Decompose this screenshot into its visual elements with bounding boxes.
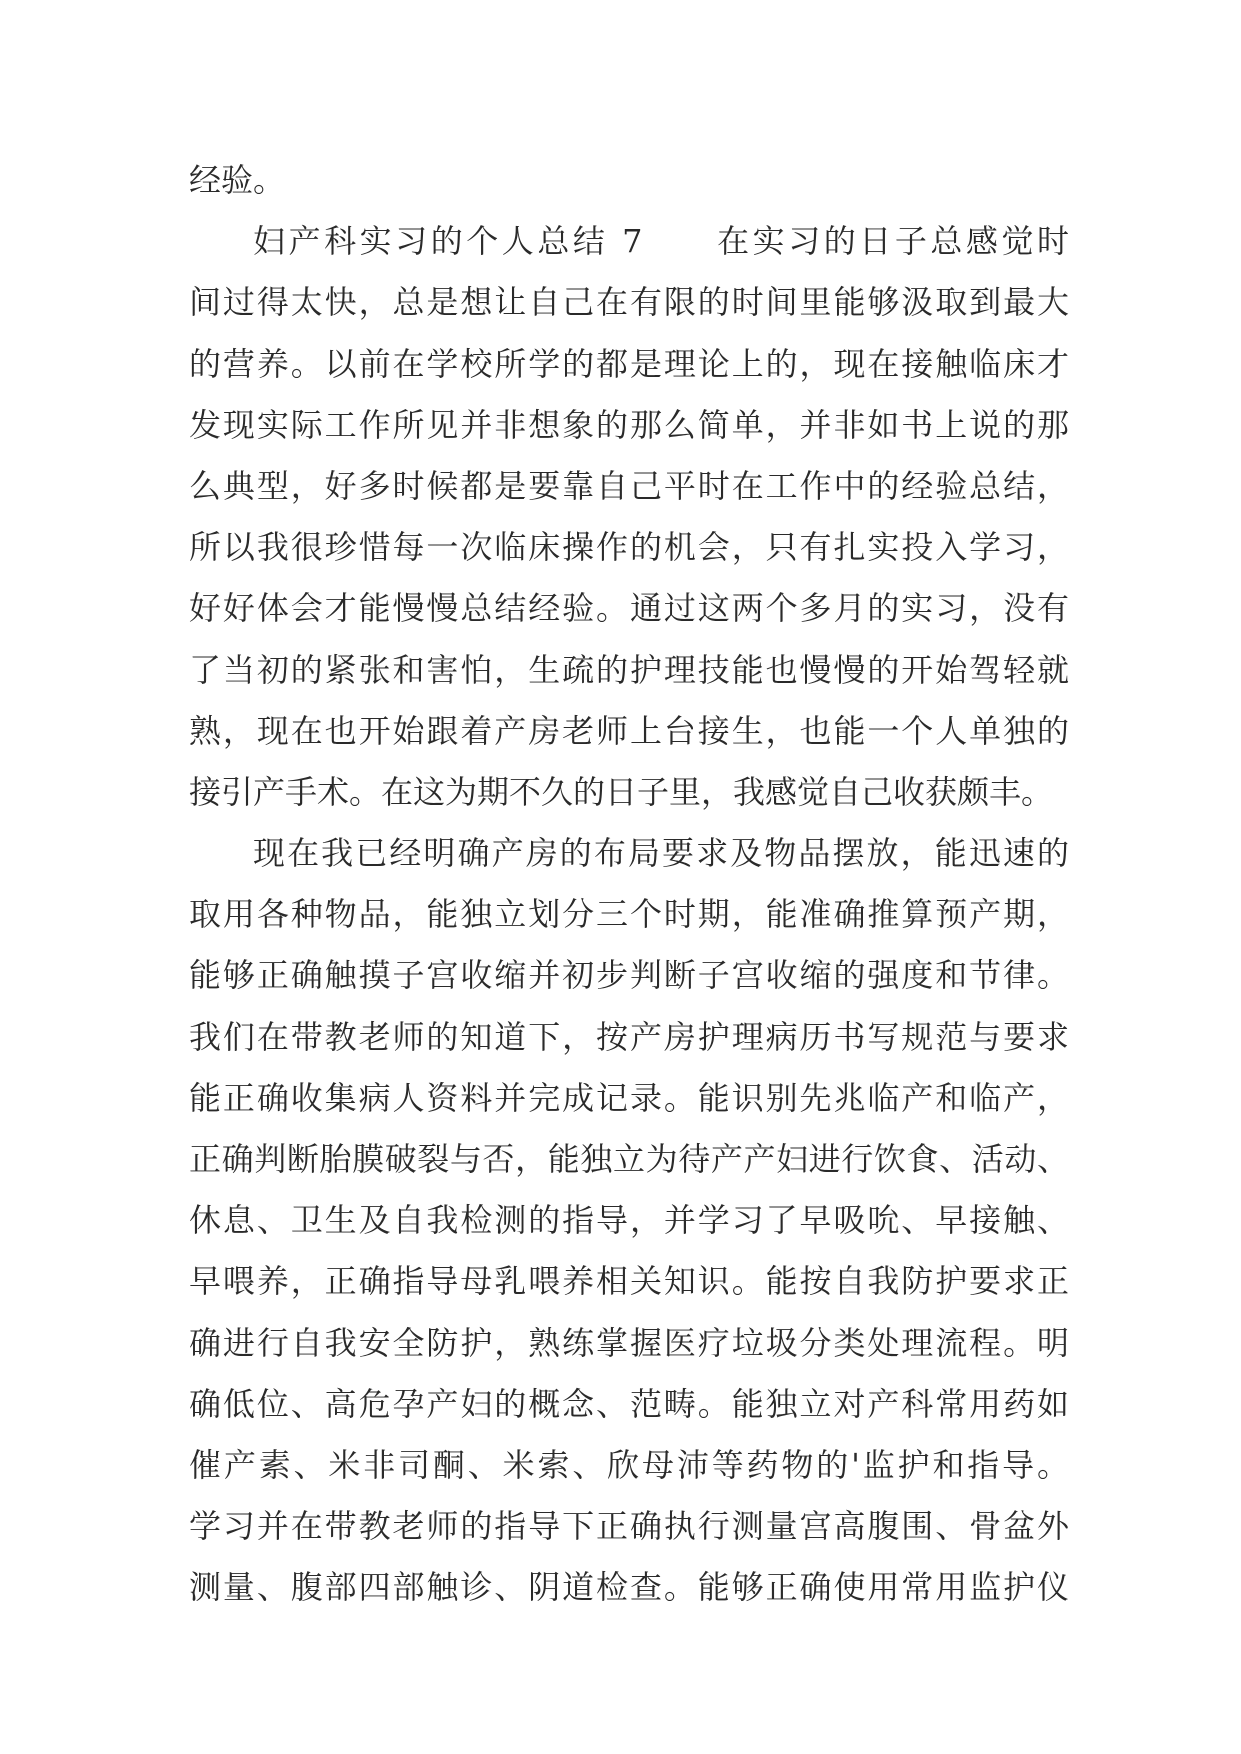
text-line: 的营养。以前在学校所学的都是理论上的，现在接触临床才: [189, 344, 1069, 383]
paragraph-first-line: 现在我已经明确产房的布局要求及物品摆放，能迅速的: [253, 834, 1069, 873]
text-line: 催产素、米非司酮、米索、欣母沛等药物的'监护和指导。: [189, 1445, 1069, 1484]
text-line: 早喂养，正确指导母乳喂养相关知识。能按自我防护要求正: [189, 1262, 1069, 1301]
text-line: 经验。: [189, 161, 286, 199]
section-heading-line: 妇产科实习的个人总结 7 在实习的日子总感觉时: [253, 222, 1069, 261]
text-line: 取用各种物品，能独立划分三个时期，能准确推算预产期，: [189, 895, 1069, 934]
text-line: 间过得太快，总是想让自己在有限的时间里能够汲取到最大: [189, 283, 1069, 322]
text-line: 测量、腹部四部触诊、阴道检查。能够正确使用常用监护仪: [189, 1568, 1069, 1607]
text-line: 发现实际工作所见并非想象的那么简单，并非如书上说的那: [189, 405, 1069, 444]
text-line: 好好体会才能慢慢总结经验。通过这两个多月的实习，没有: [189, 589, 1069, 628]
text-line: 接引产手术。在这为期不久的日子里，我感觉自己收获颇丰。: [189, 772, 1054, 811]
text-line: 所以我很珍惜每一次临床操作的机会，只有扎实投入学习，: [189, 528, 1069, 567]
text-line: 休息、卫生及自我检测的指导，并学习了早吸吮、早接触、: [189, 1201, 1069, 1240]
text-line: 确进行自我安全防护，熟练掌握医疗垃圾分类处理流程。明: [189, 1323, 1069, 1362]
text-line: 能正确收集病人资料并完成记录。能识别先兆临产和临产，: [189, 1078, 1069, 1117]
text-line: 能够正确触摸子宫收缩并初步判断子宫收缩的强度和节律。: [189, 956, 1069, 995]
text-line: 我们在带教老师的知道下，按产房护理病历书写规范与要求: [189, 1017, 1069, 1056]
text-line: 正确判断胎膜破裂与否，能独立为待产产妇进行饮食、活动、: [189, 1140, 1069, 1178]
text-line: 熟，现在也开始跟着产房老师上台接生，也能一个人单独的: [189, 711, 1069, 750]
text-line: 学习并在带教老师的指导下正确执行测量宫高腹围、骨盆外: [189, 1507, 1069, 1546]
text-line: 确低位、高危孕产妇的概念、范畴。能独立对产科常用药如: [189, 1384, 1069, 1423]
text-line: 么典型，好多时候都是要靠自己平时在工作中的经验总结，: [189, 466, 1069, 505]
body-text: [189, 150, 1069, 1619]
text-line: 了当初的紧张和害怕，生疏的护理技能也慢慢的开始驾轻就: [189, 650, 1069, 689]
